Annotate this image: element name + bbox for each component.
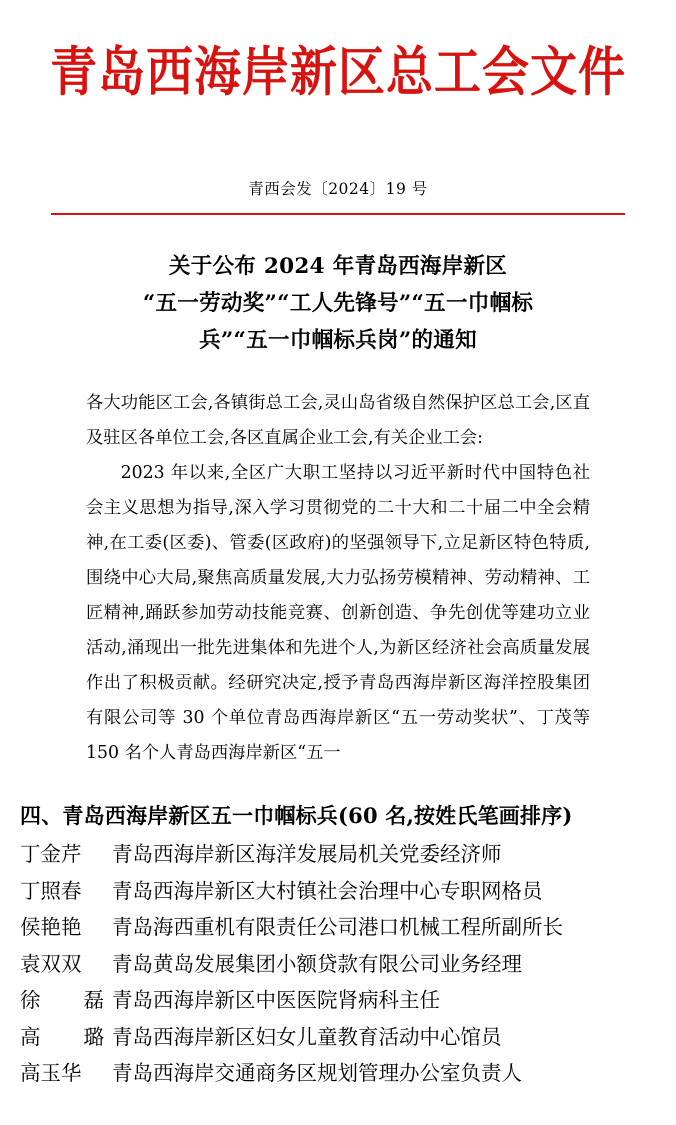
list-item (20, 836, 656, 872)
document-title-line-3: 兵”“五一巾帼标兵岗”的通知 (199, 328, 477, 354)
list-item (20, 1019, 656, 1055)
awardee-name: 丁照春 (20, 878, 82, 903)
red-divider-rule (51, 213, 625, 216)
awardee-title: 青岛西海岸新区中医医院肾病科主任 (112, 988, 440, 1013)
list-item (20, 1055, 656, 1091)
awardee-title: 青岛西海岸新区大村镇社会治理中心专职网格员 (112, 878, 543, 903)
document-body (86, 386, 590, 770)
list-item (20, 909, 656, 945)
masthead-title: 青岛西海岸新区总工会文件 (50, 41, 626, 104)
awardee-name: 袁双双 (20, 951, 82, 976)
awardee-name: 侯艳艳 (20, 915, 82, 940)
awardee-name: 丁金芹 (20, 842, 82, 867)
body-addressee: 各大功能区工会,各镇街总工会,灵山岛省级自然保护区总工会,区直及驻区各单位工会,各区直属企业工会,有关企业工会: (86, 393, 590, 449)
awardee-title: 青岛海西重机有限责任公司港口机械工程所副所长 (112, 915, 563, 940)
awardee-name: 徐 磊 (20, 988, 104, 1013)
awardee-title: 青岛黄岛发展集团小额贷款有限公司业务经理 (112, 951, 522, 976)
section-heading: 四、青岛西海岸新区五一巾帼标兵(60 名,按姓氏笔画排序) (20, 803, 573, 829)
masthead (0, 0, 676, 103)
document-number: 青西会发〔2024〕19 号 (248, 179, 428, 198)
document-title-line-1: 关于公布 2024 年青岛西海岸新区 (168, 254, 508, 280)
awardee-title: 青岛西海岸新区海洋发展局机关党委经济师 (112, 842, 502, 867)
awardee-list (20, 836, 656, 1091)
document-title-line-2: “五一劳动奖”“工人先锋号”“五一巾帼标 (142, 291, 534, 317)
document-title (80, 249, 596, 360)
awardee-title: 青岛西海岸交通商务区规划管理办公室负责人 (112, 1061, 522, 1086)
list-item (20, 982, 656, 1018)
awardee-title: 青岛西海岸新区妇女儿童教育活动中心馆员 (112, 1024, 502, 1049)
awardee-name: 高玉华 (20, 1061, 82, 1086)
list-item (20, 873, 656, 909)
body-paragraph: 2023 年以来,全区广大职工坚持以习近平新时代中国特色社会主义思想为指导,深入学习贯彻党的二十大和二十届二中全会精神,在工委(区委)、管委(区政府)的坚强领导下,立足新区特色特质,围绕中心大局,聚焦高质量发展,大力弘扬劳模精神、劳动精神、工匠精神,踊跃参加劳动技能竞赛、创新创造、争先创优等建功立业活动,涌现出一批先进集体和先进个人,为新区经济社会高质量发展作出了积极贡献。经研究决定,授予青岛西海岸新区海洋控股集团有限公司等 30 个单位青岛西海岸新区“五一劳动奖状”、丁茂等 150 名个人青岛西海岸新区“五一 (86, 463, 590, 763)
list-item (20, 946, 656, 982)
awardee-name: 高 璐 (20, 1024, 104, 1049)
